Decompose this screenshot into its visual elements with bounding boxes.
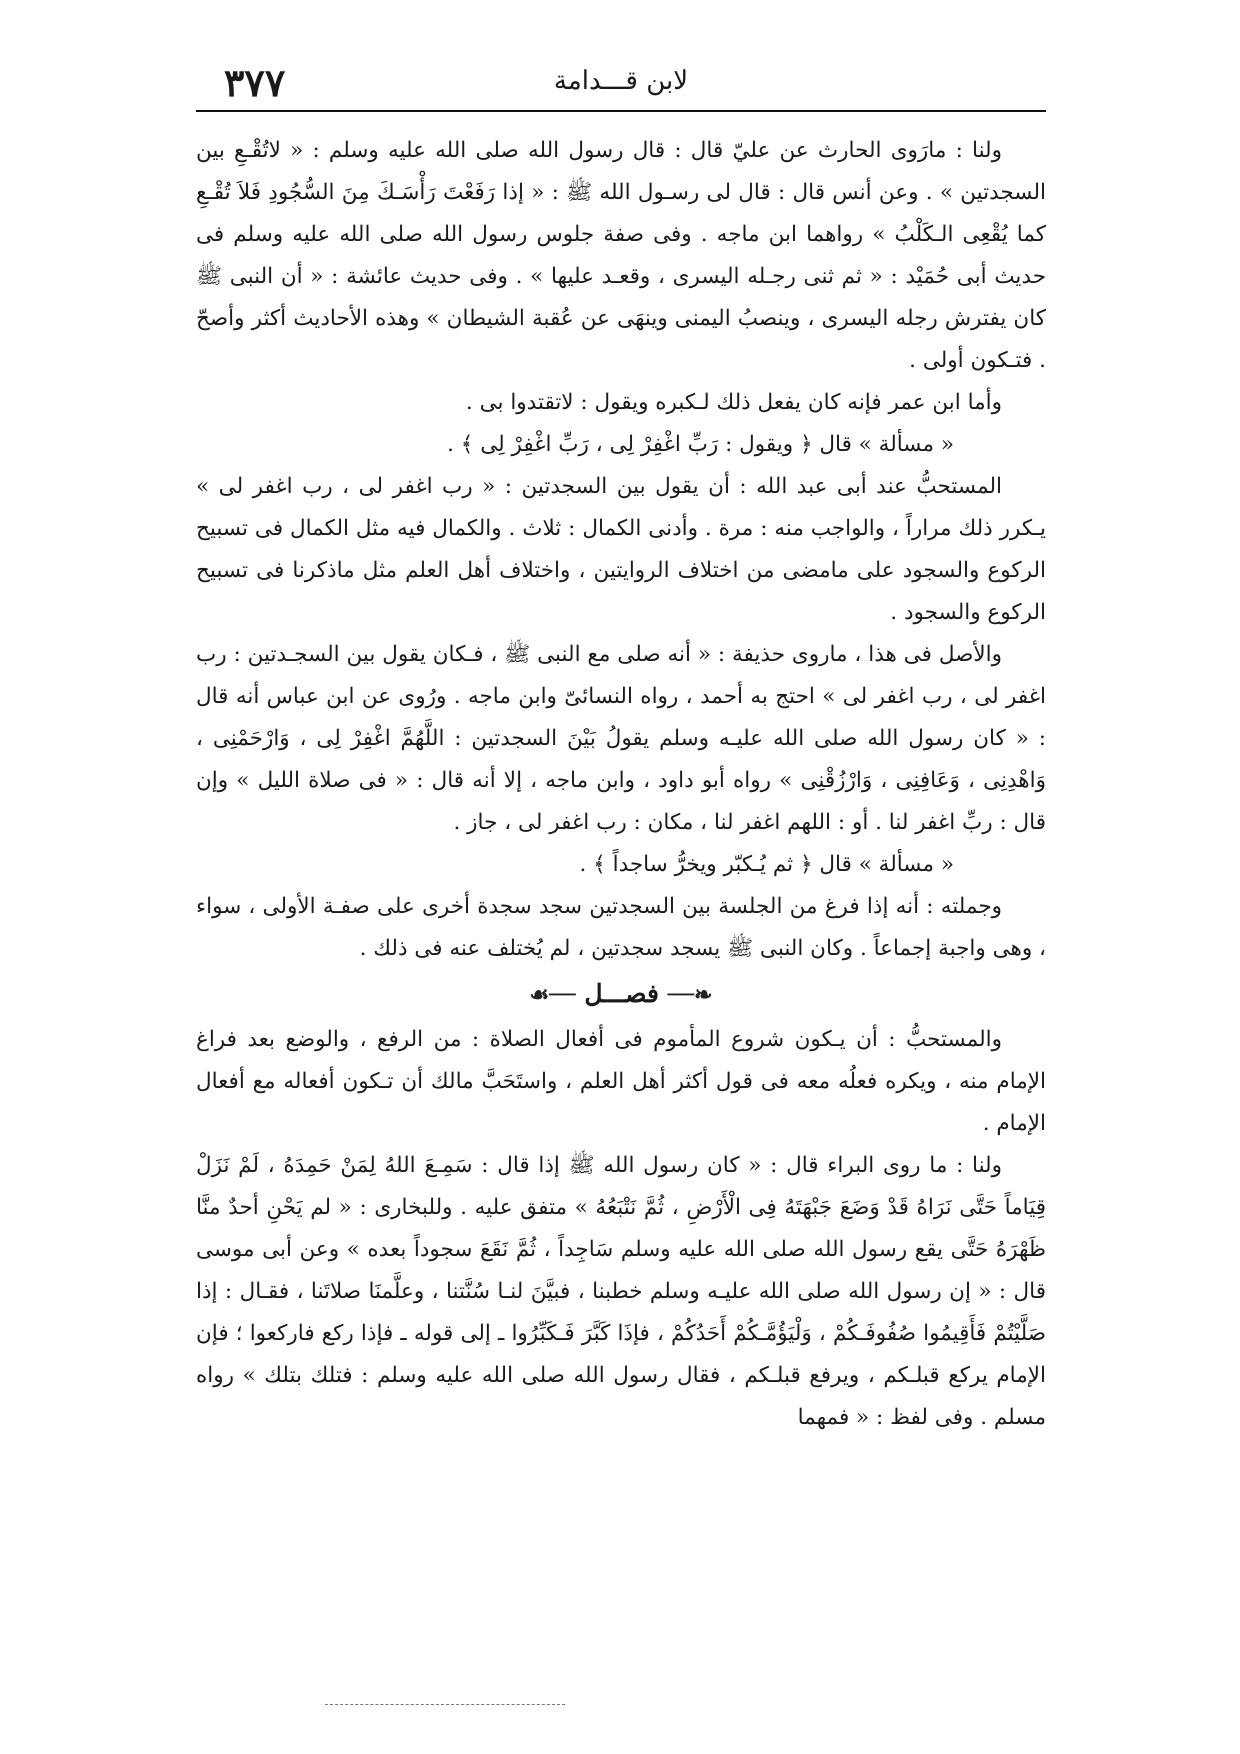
section-heading-label: فصـــل: [584, 979, 659, 1008]
book-page: [196, 62, 1046, 1702]
section-heading: [196, 972, 1046, 1017]
page-header: [196, 62, 1046, 112]
masala-heading: « مسألة » قال ﴿ ثم يُـكبّر ويخرُّ ساجداً ﴾ .: [579, 852, 954, 877]
paragraph: والمستحبُّ : أن يـكون شروع المأموم فى أفعال الصلاة : من الرفع ، والوضع بعد فراغ الإمام منه ، ويكره فعلُه معه فى قول أكثر أهل العلم ، واستَحَبَّ مالك أن تـكون أفعاله مع أفعال الإمام .: [196, 1027, 1046, 1136]
running-title: لابن قـــدامة: [553, 66, 689, 96]
paragraph: والأصل فى هذا ، ماروى حذيفة : « أنه صلى مع النبى ﷺ ، فـكان يقول بين السجـدتين : رب اغفر لى ، رب اغفر لى » احتج به أحمد ، رواه النسائىّ وابن ماجه . ورُوى عن ابن عباس أنه قال : « كان رسول الله صلى الله عليـه وسلم يقولُ بَيْنَ السجدتين : اللَّهُمَّ اغْفِرْ لِى ، وَارْحَمْنِى ، وَاهْدِنِى ، وَعَافِنِى ، وَارْزُقْنِى » رواه أبو داود ، وابن ماجه ، إلا أنه قال : « فى صلاة الليل » وإن قال : ربِّ اغفر لنا . أو : اللهم اغفر لنا ، مكان : رب اغفر لى ، جاز .: [196, 642, 1046, 835]
paragraph: وأما ابن عمر فإنه كان يفعل ذلك لـكبره ويقول : لاتقتدوا بى .: [465, 390, 1002, 415]
page-number: ٣٧٧: [224, 60, 286, 105]
paragraph: ولنا : مارَوى الحارث عن عليّ قال : قال رسول الله صلى الله عليه وسلم : « لاتُقْـعِ بين السجدتين » . وعن أنس قال : قال لى رسـول الله ﷺ : « إذا رَفَعْتَ رَأْسَـكَ مِنَ السُّجُودِ فَلاَ تُقْـعِ كما يُقْعِى الـكَلْبُ » رواهما ابن ماجه . وفى صفة جلوس رسول الله صلى الله عليه وسلم فى حديث أبى حُمَيْد : « ثم ثنى رجـله اليسرى ، وقعـد عليها » . وفى حديث عائشة : « أن النبى ﷺ كان يفترش رجله اليسرى ، وينصبُ اليمنى وينهَى عن عُقبة الشيطان » وهذه الأحاديث أكثر وأصحّ . فتـكون أولى .: [196, 138, 1046, 373]
paragraph: المستحبُّ عند أبى عبد الله : أن يقول بين السجدتين : « رب اغفر لى ، رب اغفر لى » يـكرر ذلك مراراً ، والواجب منه : مرة . وأدنى الكمال : ثلاث . والكمال فيه مثل الكمال فى تسبيح الركوع والسجود على مامضى من اختلاف الروايتين ، واختلاف أهل العلم مثل ماذكرنا فى تسبيح الركوع والسجود .: [196, 474, 1046, 625]
paragraph: وجملته : أنه إذا فرغ من الجلسة بين السجدتين سجد سجدة أخرى على صفـة الأولى ، سواء ، وهى واجبة إجماعاً . وكان النبى ﷺ يسجد سجدتين ، لم يُختلف عنه فى ذلك .: [196, 894, 1046, 961]
masala-heading: « مسألة » قال ﴿ ويقول : رَبِّ اغْفِرْ لِى ، رَبِّ اغْفِرْ لِى ﴾ .: [447, 432, 954, 457]
ornament-right-icon: ❧──: [667, 982, 713, 1008]
footer-rule: [325, 1704, 565, 1705]
paragraph: ولنا : ما روى البراء قال : « كان رسول الله ﷺ إذا قال : سَمِـعَ اللهُ لِمَنْ حَمِدَهُ ، لَمْ نَزَلْ قِيَاماً حَتَّى نَرَاهُ قَدْ وَضَعَ جَبْهَتَهُ فِى الْأَرْضِ ، ثُمَّ نَتْبَعُهُ » متفق عليه . وللبخارى : « لم يَحْنِ أحدٌ منَّا ظَهْرَهُ حَتَّى يقع رسول الله صلى الله عليه وسلم سَاجِداً ، ثُمَّ نَقَعَ سجوداً بعده » وعن أبى موسى قال : « إن رسول الله صلى الله عليـه وسلم خطبنا ، فبيَّنَ لنـا سُنَّتنا ، وعلَّمنَا صلاتَنا ، فقـال : إذا صَلَّيْتُمْ فَأَقِيمُوا صُفُوفَـكُمْ ، وَلْيَؤُمَّـكُمْ أَحَدُكُمْ ، فإذَا كَبَّرَ فَـكَبِّرُوا ـ إلى قوله ـ فإذا ركع فاركعوا ؛ فإن الإمام يركع قبلـكم ، ويرفع قبلـكم ، فقال رسول الله صلى الله عليه وسلم : فتلك بتلك » رواه مسلم . وفى لفظ : « فمهما: [196, 1153, 1046, 1430]
body-text: [196, 130, 1046, 1439]
ornament-left-icon: ──☙: [529, 982, 576, 1008]
